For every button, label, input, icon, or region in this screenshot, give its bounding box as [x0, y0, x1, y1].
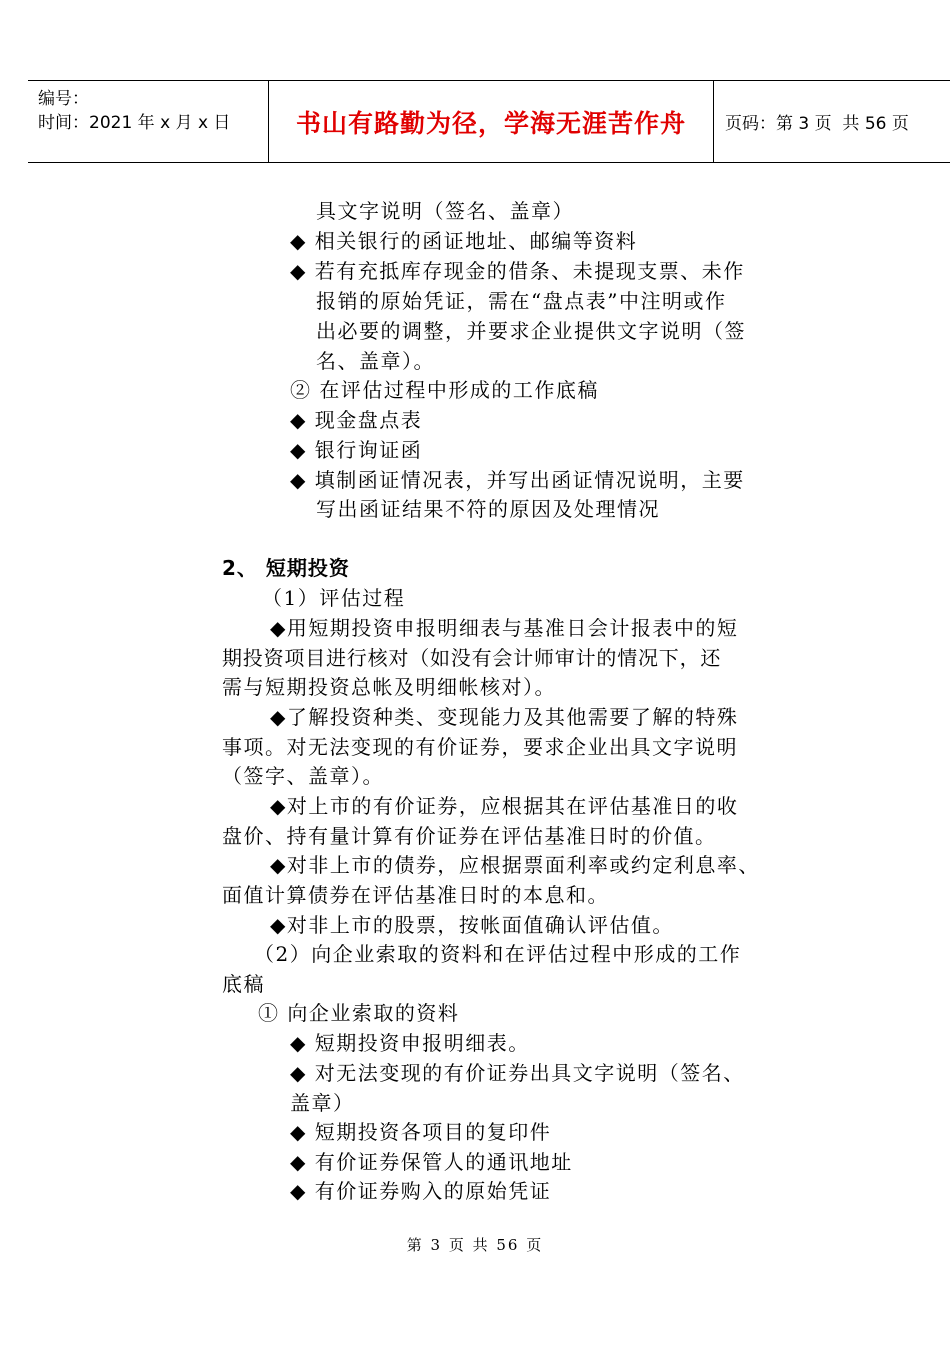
body-line: ◆对非上市的股票，按帐面值确认评估值。	[270, 913, 674, 937]
body-line: 盖章）	[290, 1091, 355, 1115]
header-number-label: 编号：	[38, 89, 89, 109]
body-line: ◆ 相关银行的函证地址、邮编等资料	[290, 229, 638, 253]
body-line: 底稿	[222, 972, 265, 996]
body-line: 需与短期投资总帐及明细帐核对）。	[222, 675, 556, 699]
body-line: 事项。对无法变现的有价证券，要求企业出具文字说明	[222, 735, 738, 759]
body-line: 具文字说明（签名、盖章）	[316, 199, 574, 223]
header-motto: 书山有路勤为径，学海无涯苦作舟	[295, 108, 686, 138]
page-footer: 第 3 页 共 56 页	[406, 1236, 544, 1254]
body-line: ◆用短期投资申报明细表与基准日会计报表中的短	[270, 616, 739, 640]
body-line: ◆了解投资种类、变现能力及其他需要了解的特殊	[270, 705, 739, 729]
body-line: 期投资项目进行核对（如没有会计师审计的情况下，还	[222, 646, 722, 670]
body-line: ◆ 短期投资申报明细表。	[290, 1031, 530, 1055]
body-line: ◆ 现金盘点表	[290, 408, 423, 432]
body-line: ② 在评估过程中形成的工作底稿	[290, 378, 599, 402]
body-line: （签字、盖章）。	[222, 764, 384, 788]
header-page-label: 页码：第 3 页 共 56 页	[725, 114, 909, 134]
body-line: 写出函证结果不符的原因及处理情况	[316, 497, 660, 521]
body-line: ◆ 银行询证函	[290, 438, 423, 462]
body-line: ◆ 填制函证情况表，并写出函证情况说明，主要	[290, 468, 745, 492]
header-divider-right	[713, 81, 714, 162]
body-line: （1）评估过程	[262, 586, 406, 610]
body-line: 出必要的调整，并要求企业提供文字说明（签	[316, 319, 746, 343]
body-line: 盘价、持有量计算有价证券在评估基准日时的价值。	[222, 824, 717, 848]
body-line: ◆ 短期投资各项目的复印件	[290, 1120, 552, 1144]
body-line: 报销的原始凭证，需在“盘点表”中注明或作	[316, 289, 727, 313]
header-time-label: 时间：2021 年 x 月 x 日	[38, 113, 231, 133]
body-line: ◆ 若有充抵库存现金的借条、未提现支票、未作	[290, 259, 745, 283]
body-line: 面值计算债券在评估基准日时的本息和。	[222, 883, 609, 907]
body-line: ◆对上市的有价证券，应根据其在评估基准日的收	[270, 794, 739, 818]
body-line: （2）向企业索取的资料和在评估过程中形成的工作	[254, 942, 742, 966]
body-line: ◆ 有价证券保管人的通讯地址	[290, 1150, 573, 1174]
body-line: ◆ 有价证券购入的原始凭证	[290, 1179, 552, 1203]
body-line: ① 向企业索取的资料	[258, 1001, 460, 1025]
page-header	[28, 80, 950, 163]
body-line: 名、盖章）。	[316, 349, 435, 373]
body-line: ◆ 对无法变现的有价证券出具文字说明（签名、	[290, 1061, 745, 1085]
section-heading: 2、 短期投资	[222, 556, 350, 580]
header-info	[38, 87, 230, 135]
body-line: ◆对非上市的债券，应根据票面利率或约定利息率、	[270, 853, 760, 877]
